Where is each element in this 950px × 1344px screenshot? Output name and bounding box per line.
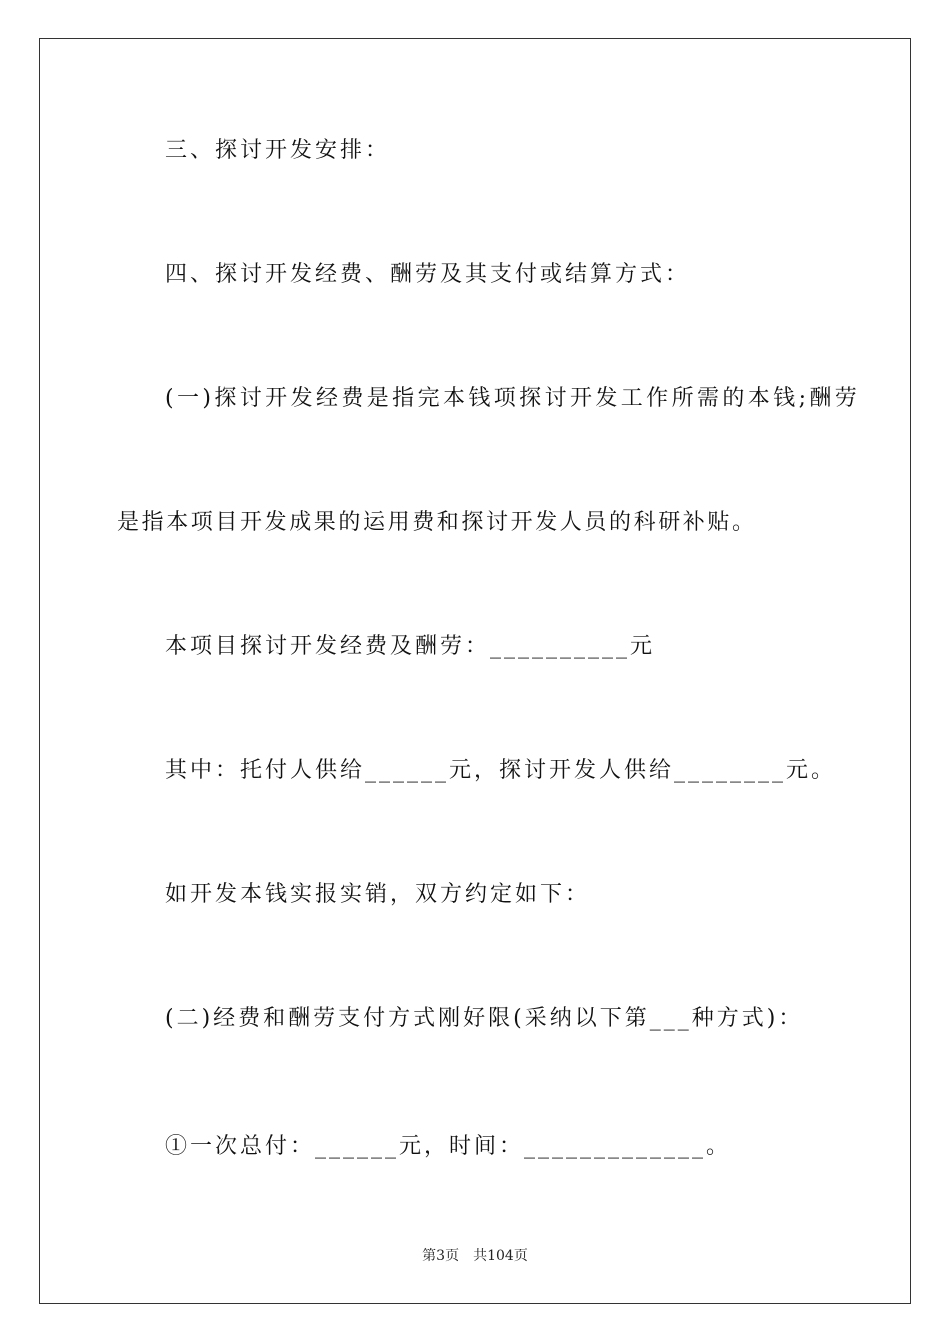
section-three-heading: 三、探讨开发安排： bbox=[165, 138, 391, 163]
paragraph-lump-sum: ①一次总付：______元，时间：_____________。 bbox=[165, 1134, 732, 1159]
paragraph-total-funding: 本项目探讨开发经费及酬劳：__________元 bbox=[165, 634, 656, 659]
page-border bbox=[39, 38, 911, 1304]
paragraph-reimbursement: 如开发本钱实报实销，双方约定如下： bbox=[165, 882, 591, 907]
page-footer bbox=[0, 1247, 950, 1265]
paragraph-funding-definition: (一)探讨开发经费是指完本钱项探讨开发工作所需的本钱;酬劳 bbox=[165, 386, 861, 411]
page-total: 共104页 bbox=[473, 1248, 528, 1264]
page-number: 第3页 bbox=[422, 1248, 460, 1264]
section-four-heading: 四、探讨开发经费、酬劳及其支付或结算方式： bbox=[165, 262, 691, 287]
paragraph-funding-definition-cont: 是指本项目开发成果的运用费和探讨开发人员的科研补贴。 bbox=[117, 510, 757, 535]
paragraph-funding-split: 其中：托付人供给______元，探讨开发人供给________元。 bbox=[165, 758, 837, 783]
paragraph-payment-method: (二)经费和酬劳支付方式刚好限(采纳以下第___种方式)： bbox=[165, 1006, 804, 1031]
